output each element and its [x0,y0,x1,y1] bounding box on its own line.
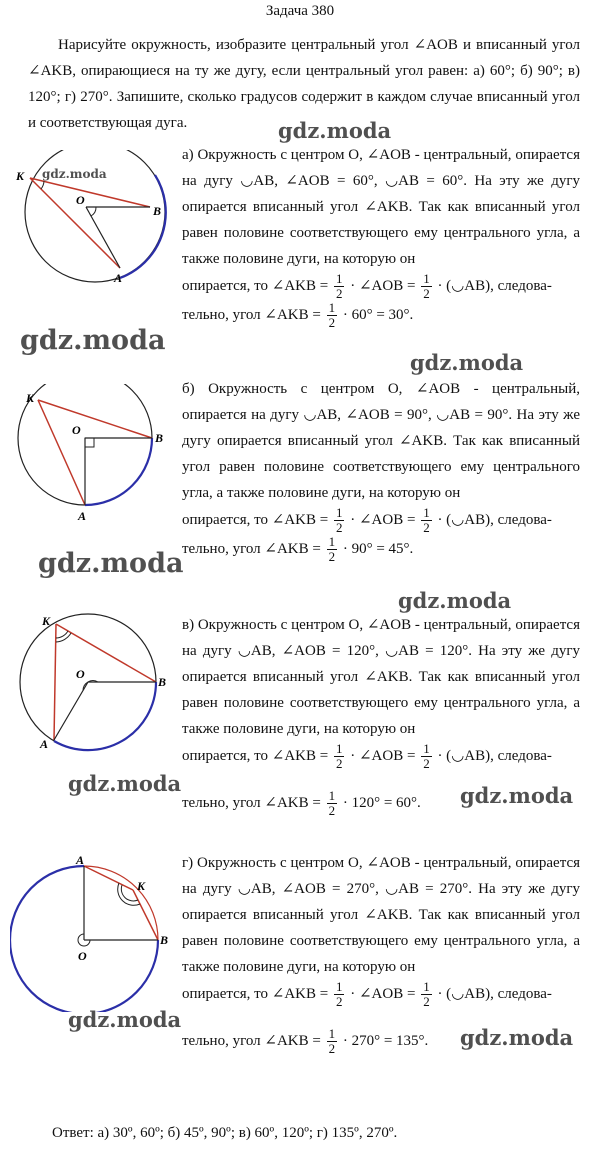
diagram-b [10,384,180,524]
chord-ka [30,178,120,268]
label-b: B [155,431,164,445]
section-b-result: тельно, угол ∠AKB = $\frac{1}{2}$ · 90° = 45°. [182,534,414,564]
angle-mark-k [56,631,68,638]
label-b: B [160,933,169,947]
section-a-text: а) Окружность с центром O, ∠AOB - центральный, опирается на дугу ◡AB, ∠AOB = 60°, ◡AB = 60°. На эту же дугу опирается вписанный угол ∠AKB. Так как вписанный угол равен половине соответствующего ему центрального угла, а также половине дуги, на которую он [182,147,580,267]
chord-ka [38,400,85,505]
fraction: $\frac{1}{2}$ [328,788,336,818]
angle-mark-k [41,181,44,189]
label-b: B [158,675,167,689]
arc-ab [85,438,152,505]
chord-kb [38,400,152,438]
label-a: A [40,737,49,751]
problem-statement: Нарисуйте окружность, изобразите центральный угол ∠AOB и вписанный угол ∠AKB, опирающиеся на ту же дугу, если центральный угол равен: а) 60°; б) 90°; в) 120°; г) 270°. Запишите, сколько градусов содержит в каждом случае вписанный угол и соответствующая дуга. [28,37,580,131]
section-b [182,376,580,564]
arc-ab [54,682,156,750]
fraction: $\frac{1}{2}$ [335,979,343,1009]
label-b: B [153,204,162,218]
fraction: $\frac{1}{2}$ [423,505,430,535]
label-o: O [78,949,87,963]
page-title: Задача 380 [265,3,335,19]
watermark: gdz.moda [278,118,392,143]
diagram-d [10,852,180,1012]
fraction: $\frac{1}{2}$ [328,300,336,330]
section-d-text: г) Окружность с центром O, ∠AOB - центральный, опирается на дугу ◡AB, ∠AOB = 270°, ◡AB = 270°. На эту же дугу опирается вписанный угол ∠AKB. Так как вписанный угол равен половине соответствующего ему центрального угла, а также половине дуги, на которую он [182,855,580,975]
chord-ka [54,624,56,740]
section-b-formula: опирается, то ∠AKB = $\frac{1}{2}$ · ∠AOB = $\frac{1}{2}$ · (◡AB), следова- [182,505,552,535]
label-k: K [42,614,51,628]
right-angle-mark [85,438,94,447]
angle-mark-o [91,207,96,216]
watermark: gdz.moda [398,588,512,613]
watermark: gdz.moda [68,1007,182,1032]
fraction: $\frac{1}{2}$ [328,1026,336,1056]
label-a: A [76,853,85,867]
section-d-formula: опирается, то ∠AKB = $\frac{1}{2}$ · ∠AOB = $\frac{1}{2}$ · (◡AB), следова- [182,979,552,1009]
section-c-result: тельно, угол ∠AKB = $\frac{1}{2}$ · 120° = 60°. [182,788,421,818]
fraction: $\frac{1}{2}$ [423,741,430,771]
section-c-text: в) Окружность с центром O, ∠AOB - центральный, опирается на дугу ◡AB, ∠AOB = 120°, ◡AB = 120°. На эту же дугу опирается вписанный угол ∠AKB. Так как вписанный угол равен половине соответствующего ему центрального угла, а также половине дуги, на которую он [182,617,580,737]
fraction: $\frac{1}{2}$ [423,271,430,301]
label-a: A [114,271,123,285]
label-k: K [26,391,35,405]
watermark: gdz.moda [460,1025,574,1050]
watermark: gdz.moda [460,783,574,808]
label-o: O [76,667,85,681]
section-a-formula: опирается, то ∠AKB = $\frac{1}{2}$ · ∠AOB = $\frac{1}{2}$ · (◡AB), следова- [182,271,552,301]
arc-minor [84,866,158,940]
watermark: gdz.moda [20,325,166,356]
fraction: $\frac{1}{2}$ [423,979,430,1009]
fraction: $\frac{1}{2}$ [328,534,336,564]
label-a: A [78,509,87,523]
label-o: O [72,423,81,437]
watermark: gdz.moda [410,350,524,375]
fraction: $\frac{1}{2}$ [335,505,343,535]
section-a-result: тельно, угол ∠AKB = $\frac{1}{2}$ · 60° = 30°. [182,300,414,330]
answer-line: Ответ: а) 30º, 60º; б) 45º, 90º; в) 60º, 120º; г) 135º, 270º. [52,1125,398,1141]
section-a [182,142,580,330]
section-b-text: б) Окружность с центром O, ∠AOB - центральный, опирается на дугу ◡AB, ∠AOB = 90°, ◡AB = 90°. На эту же дугу опирается вписанный угол ∠AKB. Так как вписанный угол равен половине соответствующего ему центрального угла, а также половине дуги, на которую он [182,381,580,501]
chord-kb [56,624,156,682]
label-k: K [16,169,25,183]
section-c-formula: опирается, то ∠AKB = $\frac{1}{2}$ · ∠AOB = $\frac{1}{2}$ · (◡AB), следова- [182,741,552,771]
watermark: gdz.moda [38,548,184,579]
section-d-result: тельно, угол ∠AKB = $\frac{1}{2}$ · 270° = 135°. [182,1026,429,1056]
watermark: gdz.moda [68,771,182,796]
label-k: K [137,879,146,893]
label-o: O [76,193,85,207]
watermark: gdz.moda [42,167,107,181]
diagram-c [10,612,180,752]
fraction: $\frac{1}{2}$ [335,741,343,771]
fraction: $\frac{1}{2}$ [335,271,343,301]
chord-kb [30,178,150,207]
